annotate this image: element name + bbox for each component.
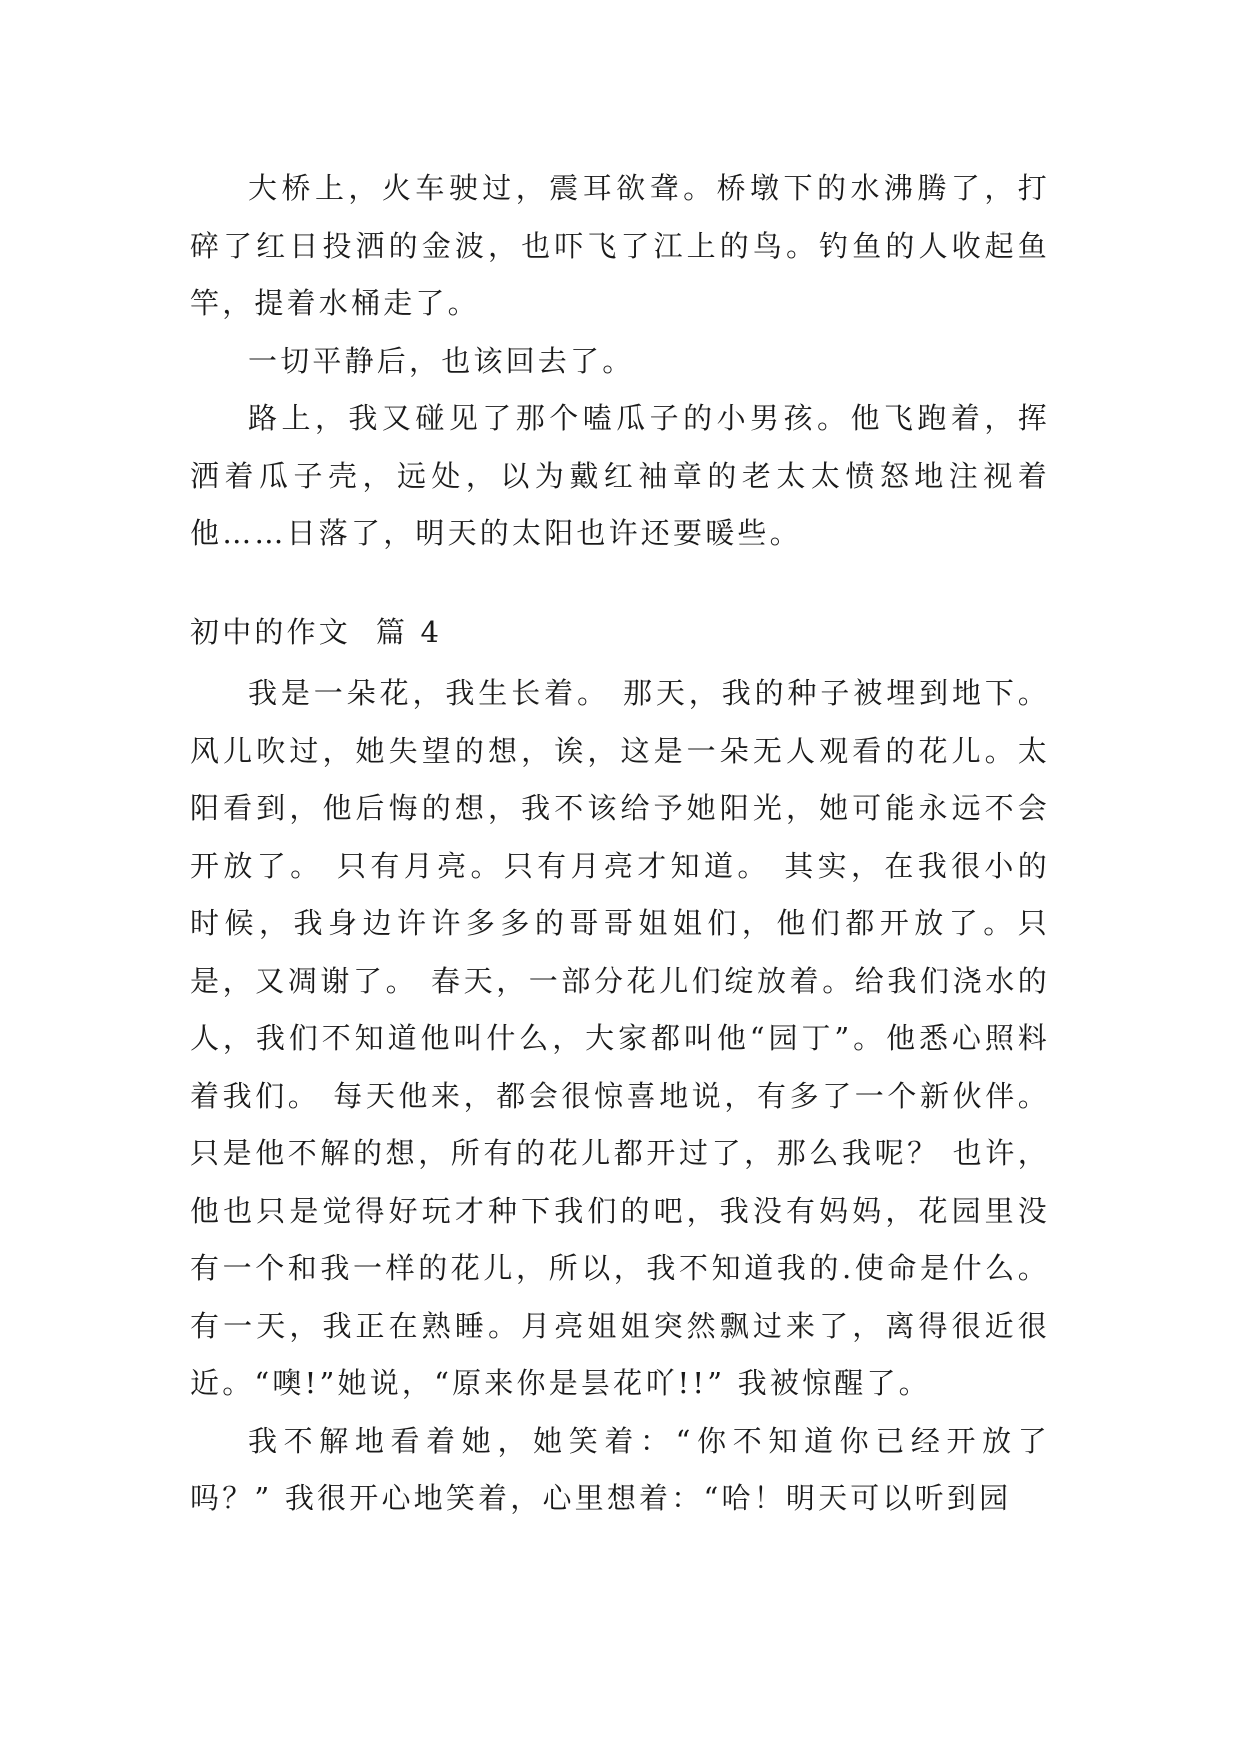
section-heading: 初中的作文 篇 4 — [190, 615, 443, 649]
essay-continuation — [190, 160, 1050, 563]
paragraph: 一切平静后，也该回去了。 — [248, 343, 635, 378]
paragraph: 我不解地看着她，她笑着：“你不知道你已经开放了吗？” 我很开心地笑着，心里想着：“哈！明天可以听到园 — [190, 1423, 1050, 1515]
paragraph: 大桥上，火车驶过，震耳欲聋。桥墩下的水沸腾了，打碎了红日投洒的金波，也吓飞了江上的鸟。钓鱼的人收起鱼竿，提着水桶走了。 — [190, 171, 1050, 320]
paragraph: 我是一朵花，我生长着。 那天，我的种子被埋到地下。风儿吹过，她失望的想，诶，这是一朵无人观看的花儿。太阳看到，他后悔的想，我不该给予她阳光，她可能永远不会开放了。 只有月亮。只有月亮才知道。 其实，在我很小的时候，我身边许许多多的哥哥姐姐们，他们都开放了。只是，又凋谢了。 春天，一部分花儿们绽放着。给我们浇水的人，我们不知道他叫什么，大家都叫他“园丁”。他悉心照料着我们。 每天他来，都会很惊喜地说，有多了一个新伙伴。只是他不解的想，所有的花儿都开过了，那么我呢？ 也许，他也只是觉得好玩才种下我们的吧，我没有妈妈，花园里没有一个和我一样的花儿，所以，我不知道我的.使命是什么。有一天，我正在熟睡。月亮姐姐突然飘过来了，离得很近很近。“噢!”她说，“原来你是昙花吖!!” 我被惊醒了。 — [190, 676, 1050, 1400]
essay-body — [190, 665, 1050, 1528]
paragraph: 路上，我又碰见了那个嗑瓜子的小男孩。他飞跑着，挥洒着瓜子壳，远处，以为戴红袖章的老太太愤怒地注视着他……日落了，明天的太阳也许还要暖些。 — [190, 401, 1050, 550]
